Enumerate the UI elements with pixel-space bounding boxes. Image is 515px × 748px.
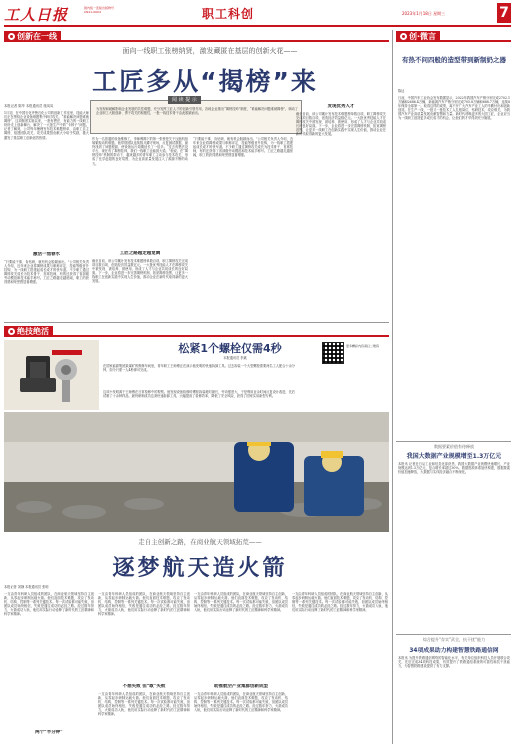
section-bar-innovation	[4, 31, 389, 42]
wrench-tool-image	[4, 340, 99, 410]
page-number: 7	[499, 5, 509, 21]
story3-col1: 一支由青年科研人员组成的团队，在商业航天领域坚持自主创新，从零起步研制运载火箭。他们直面技术难题，攻克了发动机、结构、控制等一系列关键技术。每一次试验都可能失败，但团队成员始终相信，失败是通往成功的必经之路。经过数年努力，火箭成功入轨，他们用实际行动诠释了新时代的工匠精神和科学家精神。	[4, 592, 94, 617]
issue-line-1: 国内统一连续出版物号	[84, 6, 115, 10]
section-label-2: 绝技绝活	[17, 327, 49, 336]
story2-headline: 松紧1个螺栓仅需4秒	[178, 342, 282, 355]
reading-tip-text: 为发现和破解影响企业发展的共性难题，充分发挥工匠人才的创新引领作用，各地企业推出“揭榜挂帅”制度，“谁能解决问题谁就揭榜”，调动了企业职工大胆创新、勇于攻关的积极性，一批一线技术骨干由此脱颖而出。	[96, 107, 298, 116]
newspaper-logo: 工人日报	[4, 6, 69, 24]
story1-subhead-1: 激活一池春水	[33, 252, 60, 257]
story1-col4: 截至目前，该公司累计发布技术难题榜单数百项，职工揭榜攻关完成项目数百项，创造经济效益数亿元。一大批优秀技能人才在揭榜攻关中被发现、被培养、被使用，形成了人才与企业共同成长的良好局面。下一步，企业将进一步完善揭榜机制，拓宽揭榜范围，让更多一线职工在创新实践中实现人生价值，推动企业在新时代取得新的更大发展。	[296, 112, 386, 137]
story1-kicker: 面向一线职工张榜纳贤，激发藏匿在基层的创新火花——	[122, 47, 298, 55]
date-line: 2023年1月18日 星期三	[402, 11, 446, 16]
sidebar-divider-2	[396, 634, 511, 635]
qr-block[interactable]	[300, 338, 386, 398]
section-bar-micro	[396, 31, 511, 42]
story1-col1: 1月初，在中国石化齐鲁石化公司的创新工作室里，技能大师们正在围绕企业设备难题集中研讨攻关。“谁能解决问题谁就揭榜”，这项制度实施以来，一批有想法、有能力的一线职工纷纷走上创新舞台，解决了一大批生产中的“卡脖子”问题。记者了解到，公司每年梳理发布技术难题榜单，由职工自主揭榜、组建团队攻关，攻关成果按贡献大小给予奖励，极大激发了基层职工创新创效热情。	[4, 111, 89, 140]
story2-byline: 本报通讯员 李斌	[223, 356, 247, 360]
story3-col3: 一支由青年科研人员组成的团队，在商业航天领域坚持自主创新，从零起步研制运载火箭。他们直面技术难题，攻克了发动机、结构、控制等一系列关键技术。每一次试验都可能失败，但团队成员始终相信，失败是通往成功的必经之路。经过数年努力，火箭成功入轨，他们用实际行动诠释了新时代的工匠精神和科学家精神。	[194, 592, 288, 613]
tool-photo	[4, 340, 99, 410]
story3-col2: 一支由青年科研人员组成的团队，在商业航天领域坚持自主创新，从零起步研制运载火箭。他们直面技术难题，攻克了发动机、结构、控制等一系列关键技术。每一次试验都可能失败，但团队成员始终相信，失败是通往成功的必经之路。经过数年努力，火箭成功入轨，他们用实际行动诠释了新时代的工匠精神和科学家精神。	[98, 592, 190, 617]
workers-photo	[4, 412, 389, 532]
sidebar-byline: 陈达	[398, 89, 405, 93]
story3-col4: 一支由青年科研人员组成的团队，在商业航天领域坚持自主创新，从零起步研制运载火箭。他们直面技术难题，攻克了发动机、结构、控制等一系列关键技术。每一次试验都可能失败，但团队成员始终相信，失败是通往成功的必经之路。经过数年努力，火箭成功入轨，他们用实际行动诠释了新时代的工匠精神和科学家精神。	[292, 592, 388, 613]
news2-kicker: 综合提升“存实”武全，抗干扰“能力	[422, 637, 486, 642]
section-icon-2	[8, 328, 15, 335]
sidebar-body: 日前，中国汽车工业协会发布数据显示，2022年我国汽车产销分别完成2702.1万辆和2686.4万辆，新能源汽车产销分别完成705.8万辆和688.7万辆，连续8年保持全球第一。取得这样的成绩，离不开广大汽车产业工人的辛勤付出和创新创造。在生产一线，一批又一批技术工人扎根岗位，钻研技术，攻克难关，为我国汽车产业高质量发展贡献智慧和力量。新时代呼唤更多的大国工匠，企业应当为一线职工创造更多成长成才的机会，让他们的才华得到充分施展。	[398, 96, 510, 121]
story3-subhead-2: 不想失败 但“敢”失败	[122, 684, 166, 689]
story1-col2b: 截至目前，该公司累计发布技术难题榜单数百项，职工揭榜攻关完成项目数百项，创造经济效益数亿元。一大批优秀技能人才在揭榜攻关中被发现、被培养、被使用，形成了人才与企业共同成长的良好局面。下一步，企业将进一步完善揭榜机制，拓宽揭榜范围，让更多一线职工在创新实践中实现人生价值，推动企业在新时代取得新的更大发展。	[92, 259, 188, 284]
qr-code-icon[interactable]	[322, 342, 344, 364]
reading-tip-label: 阅 读 提 示	[168, 96, 201, 104]
news1-kicker: 数据要素价值有待释放	[434, 444, 474, 449]
section-bar-unique-skill	[4, 326, 389, 337]
qr-caption: 更多精彩内容请扫二维码	[346, 344, 380, 348]
section-icon-3	[400, 33, 407, 40]
story1-col1b: “只要能干事、肯钻研，就有机会脱颖而出。”公司相关负责人介绍，近年来企业将揭榜成果与职称评定、技能等级晋升挂钩，为一线职工搭建起成长成才的快车道。不少职工通过揭榜攻关成长为技术骨干、首席技师，有的还获得了省部级劳动模范和技术能手称号。工匠之路越走越宽阔，职工的获得感和荣誉感显著增强。	[4, 260, 89, 285]
news2-headline: 34项成果助力构建智慧铁路通信网	[409, 648, 499, 654]
section-title: 职工科创	[202, 7, 255, 21]
news2-body: 本报讯 为提升铁路通信网络的智能化水平，有关单位组织科技人员开展联合攻关，先后完成34项科技成果，有效提升了铁路通信系统的可靠性和抗干扰能力，为智慧铁路建设提供了有力支撑。	[398, 656, 510, 669]
story3-subhead-1: 两个“半分钟”	[35, 730, 63, 735]
masthead-rule	[4, 25, 511, 27]
story1-subhead-2: 工匠之路越走越宽阔	[119, 251, 161, 256]
story3-headline: 逐梦航天造火箭	[112, 556, 288, 581]
story3-kicker: 走自主创新之路，在商业航天领域拓荒——	[138, 538, 262, 546]
news1-body: 本报讯 记者近日从工业和信息化部获悉，我国大数据产业规模快速增长，产业规模达到1.3万亿元，复合增长率超过30%。数据资源体系加快构建，数据要素价值加速释放，大数据与实体经济融合不断深化。	[398, 462, 510, 475]
workers-photo-image	[4, 412, 389, 532]
page-number-box	[497, 3, 511, 23]
story1-col2: 作为一名普通的设备维修工，李师傅揭下的第一张榜是关于压缩机组频繁振动的难题。他带领团队连续数月蹲守现场，反复测试数据，最终找到了问题根源，使设备运行周期延长了一倍多。“过去有想法没平台，现在有了揭榜挂帅，我们一线职工也能挑大梁。”他说。在“揭榜挂帅”机制的带动下，越来越多的青年职工主动参与技术攻关，形成了比学赶超的良好氛围，为企业高质量发展注入了源源不断的动力。	[92, 137, 188, 166]
reading-tip-box	[90, 97, 302, 134]
divider-story1	[4, 322, 389, 323]
section-label-3: 创·微言	[409, 32, 437, 41]
story3-subhead-3: 助推航空产业集群创新成型	[214, 684, 268, 689]
section-label: 创新在一线	[17, 32, 57, 41]
story2-lead: 在国家能源集团某煤矿的维修车间里，青年职工王师傅正在演示他发明的快速拆卸工具。过去拆装一个大型螺栓需要两名工人配合十余分钟，如今只需一人4秒即可完成。	[103, 364, 295, 373]
story3-col2b: 一支由青年科研人员组成的团队，在商业航天领域坚持自主创新，从零起步研制运载火箭。他们直面技术难题，攻克了发动机、结构、控制等一系列关键技术。每一次试验都可能失败，但团队成员始终相信，失败是通往成功的必经之路。经过数年努力，火箭成功入轨，他们用实际行动诠释了新时代的工匠精神和科学家精神。	[98, 692, 190, 717]
issue-info	[84, 6, 114, 14]
story1-headline: 工匠多从“揭榜”来	[92, 67, 318, 96]
story1-subhead-3: 发现优秀人才	[327, 104, 355, 109]
story3-col3b: 一支由青年科研人员组成的团队，在商业航天领域坚持自主创新，从零起步研制运载火箭。他们直面技术难题，攻克了发动机、结构、控制等一系列关键技术。每一次试验都可能失败，但团队成员始终相信，失败是通往成功的必经之路。经过数年努力，火箭成功入轨，他们用实际行动诠释了新时代的工匠精神和科学家精神。	[194, 692, 288, 713]
story2-body: 这项小发明源于王师傅在日常检修中的观察。他发现设备检修时螺栓拆装耗时最长，劳动强度大，于是利用业余时间反复设计改进，先后试制了十余种样品，最终研制成功这套快速拆卸工具，大幅提高了检修效率，降低了安全风险，获得了国家实用新型专利。	[103, 390, 295, 399]
story1-byline: 本报记者 陈华 本报通讯员 施凤凤	[4, 104, 54, 108]
section-icon	[8, 33, 15, 40]
sidebar-headline: 有热不问四般的造型带到新制奶之器	[402, 56, 506, 64]
masthead	[4, 3, 511, 25]
sidebar-divider-1	[396, 441, 511, 442]
story1-col3: “只要能干事、肯钻研，就有机会脱颖而出。”公司相关负责人介绍，近年来企业将揭榜成果与职称评定、技能等级晋升挂钩，为一线职工搭建起成长成才的快车道。不少职工通过揭榜攻关成长为技术骨干、首席技师，有的还获得了省部级劳动模范和技术能手称号。工匠之路越走越宽阔，职工的获得感和荣誉感显著增强。	[193, 137, 293, 158]
news1-headline: 我国大数据产业规模增至1.3万亿元	[406, 453, 502, 460]
story3-byline: 本报记者 刘静 本报通讯员 张明	[4, 585, 49, 589]
issue-line-2: CN11-0004	[84, 10, 101, 14]
column-divider	[392, 30, 393, 744]
